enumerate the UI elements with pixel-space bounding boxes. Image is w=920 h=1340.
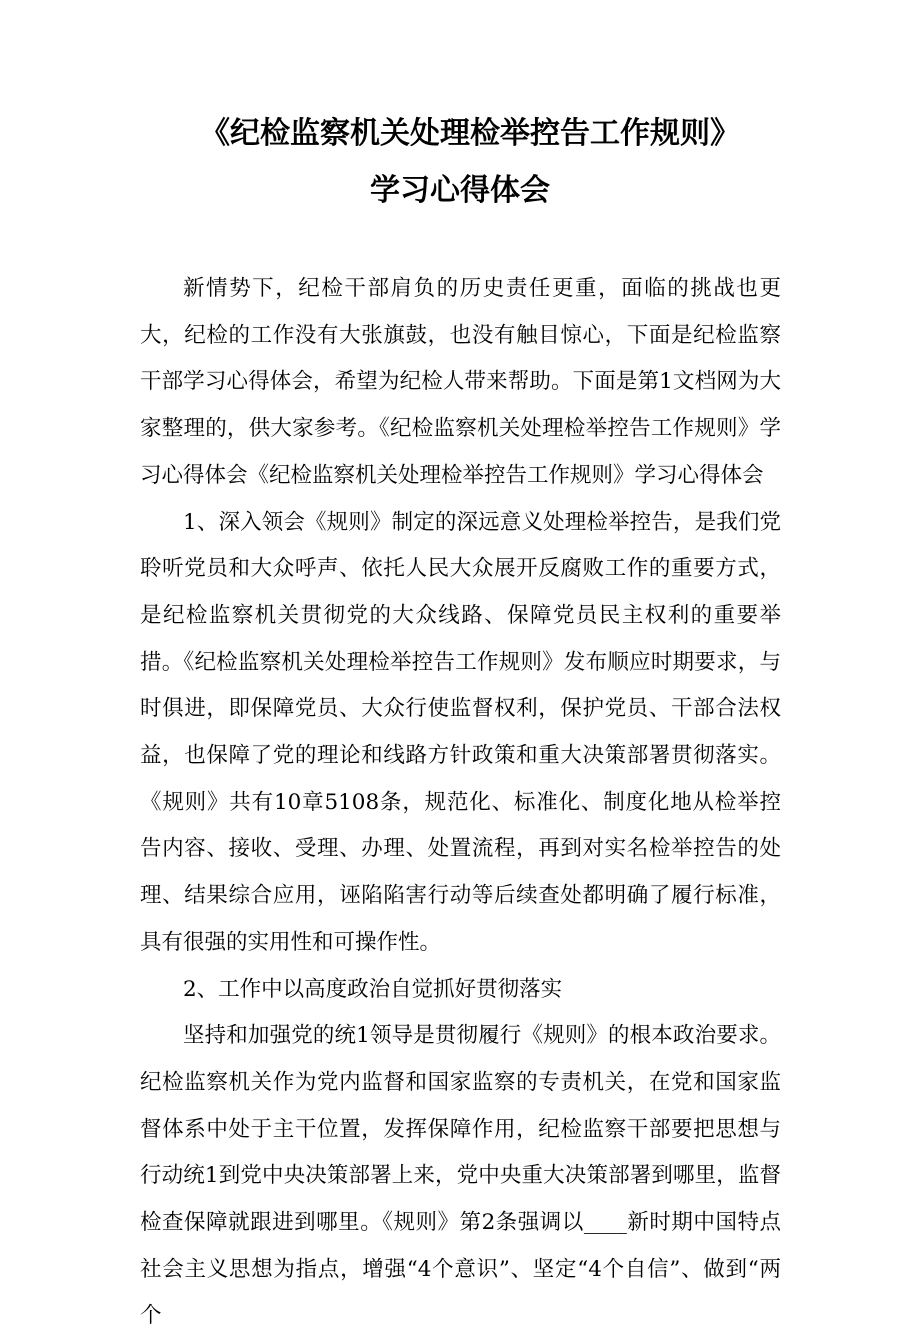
paragraph-intro: 新情势下，纪检干部肩负的历史责任更重，面临的挑战也更大，纪检的工作没有大张旗鼓，也没有触目惊心，下面是纪检监察干部学习心得体会，希望为纪检人带来帮助。下面是第1文档网为大家整理的，供大家参考。《纪检监察机关处理检举控告工作规则》学习心得体会《纪检监察机关处理检举控告工作规则》学习心得体会 xyxy=(140,276,781,488)
paragraph-section-2: 坚持和加强党的统1领导是贯彻履行《规则》的根本政治要求。纪检监察机关作为党内监督和国家监察的专责机关，在党和国家监督体系中处于主干位置，发挥保障作用，纪检监察干部要把思想与行动统1到党中央决策部署上来，党中央重大决策部署到哪里，监督检查保障就跟进到哪里。《规则》第2条强调以____新时期中国特点社会主义思想为指点，增强“4个意识”、坚定“4个自信”、做到“两个 xyxy=(140,1023,781,1329)
document-body xyxy=(140,266,781,1340)
paragraph-section-2-heading: 2、工作中以高度政治自觉抓好贯彻落实 xyxy=(183,976,563,1002)
document-title-line-1: 《纪检监察机关处理检举控告工作规则》 xyxy=(200,116,740,151)
paragraph-section-1: 1、深入领会《规则》制定的深远意义处理检举控告，是我们党聆听党员和大众呼声、依托人民大众展开反腐败工作的重要方式，是纪检监察机关贯彻党的大众线路、保障党员民主权利的重要举措。《纪检监察机关处理检举控告工作规则》发布顺应时期要求，与时俱进，即保障党员、大众行使监督权利，保护党员、干部合法权益，也保障了党的理论和线路方针政策和重大决策部署贯彻落实。《规则》共有10章5108条，规范化、标准化、制度化地从检举控告内容、接收、受理、办理、处置流程，再到对实名检举控告的处理、结果综合应用，诬陷陷害行动等后续查处都明确了履行标准，具有很强的实用性和可操作性。 xyxy=(140,509,781,955)
document-title-line-2: 学习心得体会 xyxy=(370,173,550,208)
